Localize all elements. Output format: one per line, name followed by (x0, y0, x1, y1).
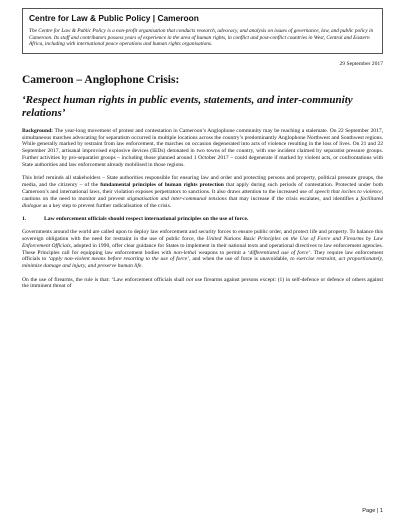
organisation-header-box (22, 8, 383, 54)
document-title: Cameroon – Anglophone Crisis: (22, 73, 180, 86)
brief-text: This brief reminds all stakeholders – State authorities responsible for ensuring law and order and protecting persons and property, political pressure groups, the media, and the citizenry – of the (22, 175, 383, 189)
use-of-force-paragraph (22, 229, 383, 270)
organisation-title: Centre for Law & Public Policy | Cameroon (29, 13, 199, 23)
paragraph-text: Governments around the world are called upon to deploy law enforcement and security forces to ensure public order, and protect life and property. To balance this sovereign obligation with the need for restraint in the use of public force, the (22, 228, 383, 242)
section-heading (22, 216, 383, 223)
document-subtitle: ‘Respect human rights in public events, statements, and inter-community relations’ (22, 93, 353, 119)
paragraph-emphasis: ‘apply non-violent means before resorting to the use of force’ (48, 256, 190, 263)
brief-text: that may increase if the crisis escalates, and identifies a (226, 195, 361, 202)
brief-emphasis-dialogue: facilitated dialogue (22, 195, 384, 209)
paragraph-emphasis: not (186, 276, 194, 283)
brief-emphasis-speech: speech that incites to violence (314, 189, 382, 196)
paragraph-text: On the use of firearms, the rule is that: ‘Law enforcement officials shall (22, 276, 187, 283)
brief-text: , cautions on the need to monitor and prevent (22, 189, 383, 202)
brief-text: as a key step to prevent further radicalisation of the crisis. (41, 202, 172, 209)
brief-paragraph (22, 175, 383, 209)
paragraph-text: weapons to permit a (196, 249, 248, 256)
paragraph-text: . They require law enforcement officials to (22, 249, 384, 263)
page-number: Page | 1 (362, 508, 383, 514)
background-label: Background: (22, 127, 54, 134)
section-number: 1. (22, 216, 27, 223)
paragraph-text: use firearms against persons except: (1) in self-defence or defence of others against the imminent threat of (22, 276, 383, 290)
paragraph-emphasis: to exercise restraint, act proportionately, minimize damage and injury, and preserve human life (22, 256, 383, 270)
paragraph-emphasis: non-lethal (173, 249, 197, 256)
paragraph-text: . (141, 263, 143, 270)
organisation-description: The Centre for Law & Public Policy is a non-profit organisation that conducts research, advocacy, and analysis on issues of governance, law, and public policy in Cameroon. Its staff and contributors possess years of experience in the area of human rights, in conflict and post-conflict countries in West, Central and Eastern Africa, including with international peace operations and human rights organisations. (29, 28, 374, 48)
brief-emphasis-stigmatisation: stigmatisation and inter-communal tensions (127, 195, 227, 202)
firearms-paragraph (22, 277, 383, 291)
document-date: 29 September 2017 (339, 60, 383, 67)
brief-emphasis-principles: fundamental principles of human rights protection (100, 182, 224, 189)
paragraph-text: , and when the use of force is unavoidable, (189, 256, 291, 263)
un-basic-principles-title: United Nations Basic Principles on the Use of Force and Firearms by Law Enforcement Officials (22, 235, 383, 249)
section-heading-text: Law enforcement officials should respect international principles on the use of force. (44, 216, 249, 223)
paragraph-text: , adopted in 1990, offer clear guidance for States to implement in their national texts and operational directives to law enforcement agencies. These Principles call for equipping law enforcement bodies with (22, 242, 383, 256)
paragraph-emphasis: ‘differentiated use of force’ (247, 249, 311, 256)
background-text: The year-long movement of protest and contestation in Cameroon’s Anglophone community may be reaching a stalemate. On 22 September 2017, simultaneous marches advocating for separatism occurred in multiple locations across the country’s predominantly Anglophone Northwest and Southwest regions. While generally marked by restraint from law enforcement, the marches on occasion degenerated into acts of violence resulting in the loss of lives. On 21 and 22 September 2017, artisanal improvised explosive devices (IEDs) detonated in two towns of the country, with one incident claimed by separatist pressure groups. Further activities by pro-separatist groups – including those planned around 1 October 2017 – could degenerate if marked by violent acts, or confrontations with State authorities and law enforcement already mobilised in those regions. (22, 127, 383, 168)
brief-text: that apply during such periods of contestation. Protected under both Cameroon’s and international laws, their violation exposes perpetrators to sanctions. It also draws attention to the increased use of (22, 182, 383, 196)
background-paragraph (22, 128, 383, 169)
